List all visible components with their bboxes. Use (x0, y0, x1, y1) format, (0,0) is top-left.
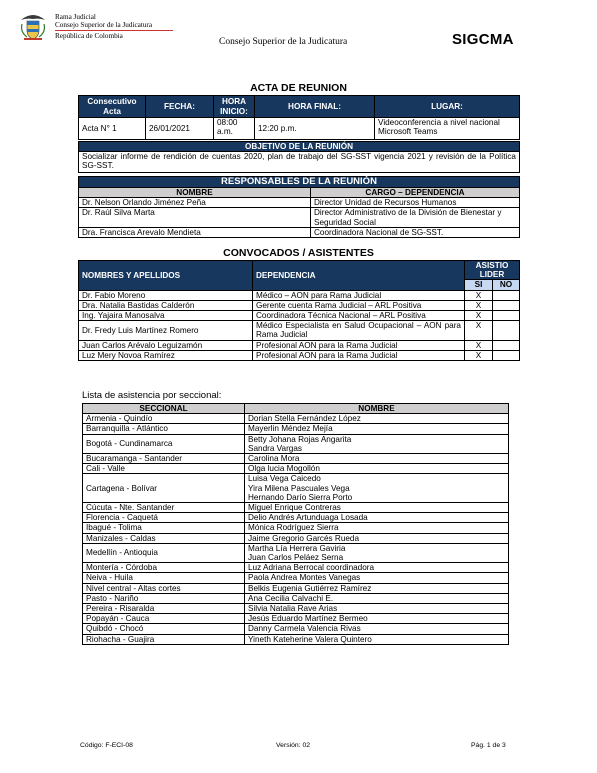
col-seccional: SECCIONAL (83, 404, 245, 414)
responsable-name: Dra. Francisca Arevalo Mendieta (79, 227, 311, 237)
convocado-name: Luz Mery Novoa Ramírez (79, 350, 253, 360)
seccional-name: Armenia - Quindío (83, 414, 245, 424)
attendee-names (245, 533, 509, 543)
attendee-name: Jaime Gregorio Garcés Rueda (248, 533, 360, 543)
convocado-name: Juan Carlos Arévalo Leguizamón (79, 340, 253, 350)
attendee-names (245, 454, 509, 464)
seccional-name: Pereira - Risaralda (83, 604, 245, 614)
objective-heading: OBJETIVO DE LA REUNIÓN (79, 142, 520, 152)
attended-mark: X (465, 311, 493, 321)
col-hora-inicio: HORA INICIO: (214, 96, 255, 118)
institution-line-1: Rama Judicial (55, 13, 96, 21)
col-lugar: LUGAR: (375, 96, 520, 118)
lista-caption: Lista de asistencia por seccional: (82, 390, 222, 401)
table-row (83, 614, 509, 624)
col-responsable-cargo: CARGO – DEPENDENCIA (311, 188, 520, 198)
col-consecutivo: Consecutivo Acta (79, 96, 146, 118)
table-row (83, 533, 509, 543)
seccional-name: Ibagué - Tolima (83, 523, 245, 533)
seccional-name: Cúcuta - Nte. Santander (83, 503, 245, 513)
attendee-names (245, 503, 509, 513)
attendee-names (245, 513, 509, 523)
convocados-heading: CONVOCADOS / ASISTENTES (223, 247, 374, 259)
table-row (83, 604, 509, 614)
attendee-names (245, 474, 509, 503)
table-row (83, 543, 509, 562)
attended-mark: X (465, 290, 493, 300)
attendee-name: Delio Andrés Artunduaga Losada (248, 513, 368, 523)
objective-table (78, 141, 520, 173)
seccional-name: Barranquilla - Atlántico (83, 424, 245, 434)
responsable-cargo: Coordinadora Nacional de SG-SST. (311, 227, 520, 237)
attended-mark: X (465, 350, 493, 360)
seccional-name: Montería - Córdoba (83, 563, 245, 573)
attendee-name: Miguel Enrique Contreras (248, 503, 341, 513)
attendee-names (245, 573, 509, 583)
attendee-names (245, 634, 509, 644)
lista-table (82, 403, 509, 645)
col-responsable-nombre: NOMBRE (79, 188, 311, 198)
table-row (83, 563, 509, 573)
attended-mark: X (465, 321, 493, 340)
seccional-name: Bucaramanga - Santander (83, 454, 245, 464)
absent-mark (493, 300, 520, 310)
header-center-title: Consejo Superior de la Judicatura (219, 37, 348, 47)
col-no: NO (493, 280, 520, 290)
responsable-cargo: Director Administrativo de la División de Bienestar y Seguridad Social (311, 208, 520, 227)
footer-version: Versión: 02 (276, 742, 311, 749)
table-row (79, 300, 520, 310)
attendee-name: Paola Andrea Montes Vanegas (248, 573, 361, 583)
institution-block (55, 13, 173, 41)
convocado-dependencia: Coordinadora Técnica Nacional – ARL Positiva (253, 311, 465, 321)
footer-page: Pág. 1 de 3 (471, 742, 506, 749)
brand-title: SIGCMA (452, 31, 514, 48)
seccional-name: Medellín - Antioquia (83, 543, 245, 562)
document-title: ACTA DE REUNION (250, 82, 347, 94)
seccional-name: Bogotá - Cundinamarca (83, 434, 245, 453)
attendee-name: Betty Johana Rojas Angarita (248, 434, 352, 444)
header-divider (55, 30, 173, 31)
table-row (83, 583, 509, 593)
objective-text: Socializar informe de rendición de cuentas 2020, plan de trabajo del SG-SST vigencia 2021 y revisión de la Política SG-SST. (79, 152, 520, 173)
table-row (83, 624, 509, 634)
attended-mark: X (465, 340, 493, 350)
attendee-name: Danny Carmela Valencia Rivas (248, 624, 361, 634)
convocado-dependencia: Médico Especialista en Salud Ocupacional – AON para Rama Judicial (253, 321, 465, 340)
absent-mark (493, 340, 520, 350)
table-row (79, 350, 520, 360)
responsables-rows (79, 198, 520, 238)
responsable-name: Dr. Raúl Silva Marta (79, 208, 311, 227)
seccional-name: Cali - Valle (83, 464, 245, 474)
col-nombres: NOMBRES Y APELLIDOS (79, 261, 253, 291)
table-row (83, 573, 509, 583)
attendee-names (245, 624, 509, 634)
table-row (83, 634, 509, 644)
attendee-name: Luisa Vega Caicedo (248, 474, 321, 484)
table-row (83, 464, 509, 474)
table-row (83, 593, 509, 603)
seccional-name: Nivel central - Altas cortes (83, 583, 245, 593)
attendee-name: Dorian Stella Fernández López (248, 414, 361, 424)
attendee-names (245, 563, 509, 573)
attendee-names (245, 523, 509, 533)
seccional-name: Pasto - Nariño (83, 593, 245, 603)
table-row (83, 424, 509, 434)
meeting-date: 26/01/2021 (146, 118, 214, 140)
attendee-names (245, 434, 509, 453)
institution-line-3: República de Colombia (55, 32, 123, 41)
seccional-name: Manizales - Caldas (83, 533, 245, 543)
lista-rows (83, 414, 509, 645)
attendee-name: Luz Adriana Berrocal coordinadora (248, 563, 375, 573)
convocado-dependencia: Profesional AON para la Rama Judicial (253, 350, 465, 360)
attendee-names (245, 593, 509, 603)
attendee-name: Yira Milena Pascuales Vega (248, 483, 350, 493)
table-row (83, 503, 509, 513)
attendee-name: Ana Cecilia Calvachi E. (248, 593, 334, 603)
convocado-name: Dr. Fredy Luis Martínez Romero (79, 321, 253, 340)
table-row (83, 454, 509, 464)
absent-mark (493, 290, 520, 300)
convocado-dependencia: Médico – AON para Rama Judicial (253, 290, 465, 300)
absent-mark (493, 311, 520, 321)
attended-mark: X (465, 300, 493, 310)
attendee-name: Mayerlin Méndez Mejía (248, 424, 333, 434)
attendee-names (245, 464, 509, 474)
attendee-names (245, 424, 509, 434)
meeting-start: 08:00 a.m. (214, 118, 255, 140)
table-row (79, 290, 520, 300)
seccional-name: Popayán - Cauca (83, 614, 245, 624)
col-dependencia: DEPENDENCIA (253, 261, 465, 291)
table-row (83, 414, 509, 424)
absent-mark (493, 321, 520, 340)
attendee-name: Sandra Vargas (248, 443, 303, 453)
table-row (79, 340, 520, 350)
table-row (79, 227, 520, 237)
convocado-dependencia: Gerente cuenta Rama Judicial – ARL Positiva (253, 300, 465, 310)
seccional-name: Florencia - Caquetá (83, 513, 245, 523)
institution-line-2: Consejo Superior de la Judicatura (55, 21, 153, 30)
attendee-name: Martha Lía Herrera Gaviria (248, 543, 346, 553)
table-row (79, 198, 520, 208)
col-hora-final: HORA FINAL: (255, 96, 375, 118)
table-row (79, 311, 520, 321)
attendee-name: Hernando Darío Sierra Porto (248, 492, 353, 502)
meeting-place: Videoconferencia a nivel nacional Microsoft Teams (375, 118, 520, 140)
convocado-name: Dra. Natalia Bastidas Calderón (79, 300, 253, 310)
responsable-name: Dr. Nelson Orlando Jiménez Peña (79, 198, 311, 208)
acta-number: Acta N° 1 (79, 118, 146, 140)
footer-code: Código: F-ECI-08 (80, 742, 133, 749)
seccional-name: Cartagena - Bolívar (83, 474, 245, 503)
responsables-heading: RESPONSABLES DE LA REUNIÓN (79, 177, 520, 188)
absent-mark (493, 350, 520, 360)
attendee-name: Carolina Mora (248, 454, 300, 464)
attendee-names (245, 604, 509, 614)
table-row (83, 523, 509, 533)
attendee-name: Juan Carlos Peláez Serna (248, 553, 344, 563)
col-asistio: ASISTIO LIDER (465, 261, 520, 280)
table-row (83, 513, 509, 523)
meeting-end: 12:20 p.m. (255, 118, 375, 140)
convocado-dependencia: Profesional AON para la Rama Judicial (253, 340, 465, 350)
attendee-names (245, 614, 509, 624)
table-row (83, 474, 509, 503)
table-row (79, 208, 520, 227)
responsables-table (78, 176, 520, 238)
seccional-name: Riohacha - Guajira (83, 634, 245, 644)
meeting-table (78, 95, 520, 140)
attendee-name: Silvia Natalia Rave Arias (248, 604, 338, 614)
coat-of-arms-logo (18, 12, 48, 42)
seccional-name: Quibdó - Chocó (83, 624, 245, 634)
table-row (79, 321, 520, 340)
col-si: SI (465, 280, 493, 290)
attendee-name: Mónica Rodríguez Sierra (248, 523, 339, 533)
responsable-cargo: Director Unidad de Recursos Humanos (311, 198, 520, 208)
attendee-name: Jesús Eduardo Martínez Bermeo (248, 614, 368, 624)
seccional-name: Neiva - Huila (83, 573, 245, 583)
attendee-name: Yineth Kateherine Valera Quintero (248, 634, 372, 644)
col-fecha: FECHA: (146, 96, 214, 118)
convocado-name: Ing. Yajaira Manosalva (79, 311, 253, 321)
attendee-names (245, 583, 509, 593)
attendee-names (245, 543, 509, 562)
attendee-name: Olga lucia Mogollón (248, 464, 320, 474)
convocado-name: Dr. Fabio Moreno (79, 290, 253, 300)
attendee-name: Belkis Eugenia Gutiérrez Ramírez (248, 583, 372, 593)
col-lista-nombre: NOMBRE (245, 404, 509, 414)
convocados-table (78, 260, 520, 361)
table-row (83, 434, 509, 453)
attendee-names (245, 414, 509, 424)
